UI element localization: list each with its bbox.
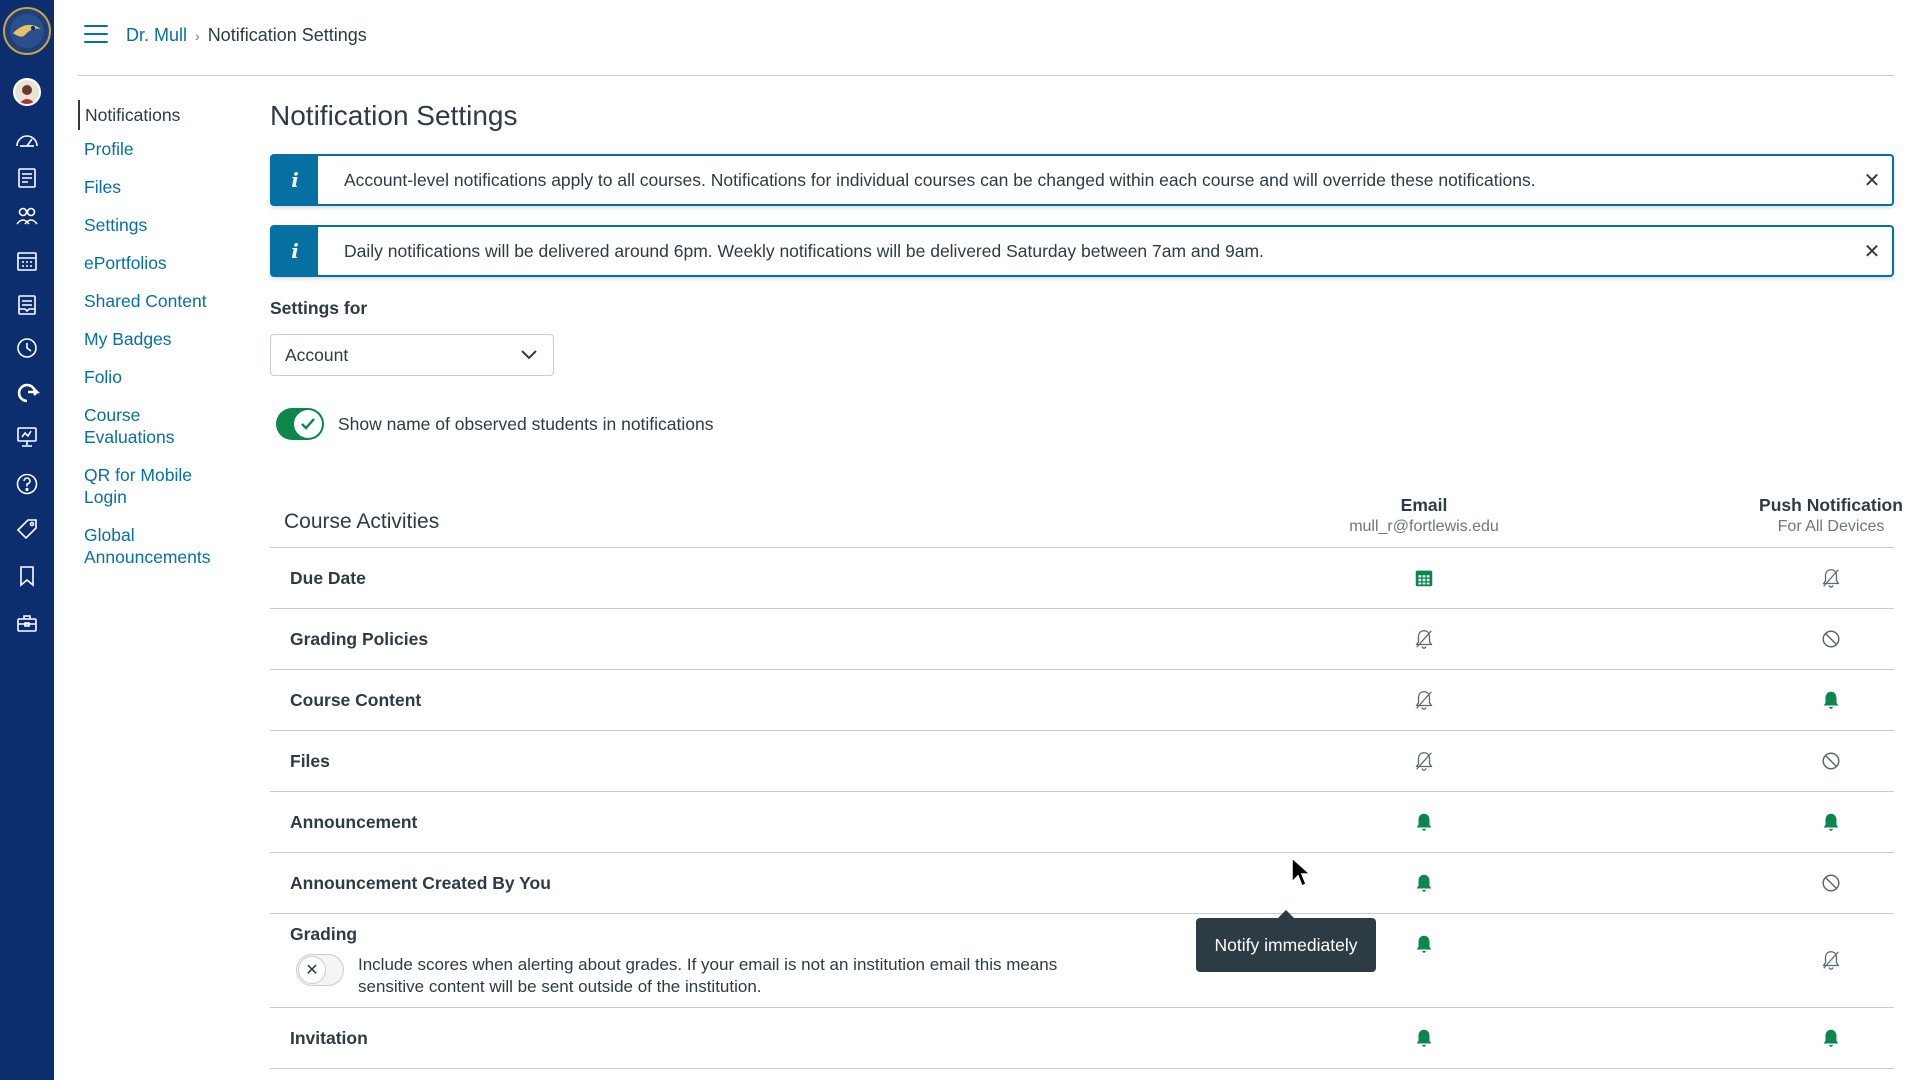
account-avatar[interactable] bbox=[13, 78, 41, 106]
tooltip bbox=[1196, 918, 1376, 972]
table-row bbox=[270, 548, 1894, 609]
email-bell-off-icon[interactable] bbox=[1412, 749, 1436, 773]
push-blocked-icon[interactable] bbox=[1819, 627, 1843, 651]
nav-global-announcements[interactable]: Global Announcements bbox=[84, 525, 211, 567]
row-label: Files bbox=[290, 751, 330, 771]
notification-table bbox=[270, 492, 1903, 1069]
row-label: Invitation bbox=[290, 1028, 368, 1048]
email-bell-icon[interactable] bbox=[1412, 871, 1436, 895]
global-nav-rail bbox=[0, 0, 54, 1080]
nav-profile[interactable]: Profile bbox=[84, 139, 134, 159]
checkmark-icon bbox=[294, 410, 322, 438]
email-column-header bbox=[1284, 494, 1564, 538]
settings-for-select[interactable] bbox=[270, 334, 554, 376]
observed-students-label: Show name of observed students in notifications bbox=[338, 413, 714, 434]
email-bell-off-icon[interactable] bbox=[1412, 627, 1436, 651]
settings-for-value: Account bbox=[285, 344, 349, 365]
bookmark-icon[interactable] bbox=[12, 561, 42, 591]
tooltip-text: Notify immediately bbox=[1214, 934, 1358, 955]
email-bell-icon[interactable] bbox=[1412, 810, 1436, 834]
push-bell-icon[interactable] bbox=[1819, 688, 1843, 712]
commons-icon[interactable] bbox=[12, 378, 42, 408]
row-label: Course Content bbox=[290, 690, 422, 710]
alert-text: Account-level notifications apply to all courses. Notifications for individual courses can be changed within each course and will override these notifications. bbox=[344, 169, 1536, 190]
history-icon[interactable] bbox=[12, 333, 42, 363]
close-icon: ✕ bbox=[298, 956, 326, 984]
info-icon: i bbox=[272, 227, 318, 275]
include-scores-toggle[interactable] bbox=[296, 954, 344, 986]
email-address: mull_r@fortlewis.edu bbox=[1349, 518, 1499, 535]
email-calendar-icon[interactable] bbox=[1412, 566, 1436, 590]
table-row bbox=[270, 792, 1894, 853]
nav-qr-mobile-login[interactable]: QR for Mobile Login bbox=[84, 465, 192, 507]
nav-shared-content[interactable]: Shared Content bbox=[84, 291, 207, 311]
dashboard-icon[interactable] bbox=[12, 126, 42, 156]
push-subheader: For All Devices bbox=[1777, 518, 1885, 535]
alert-text: Daily notifications will be delivered around 6pm. Weekly notifications will be delivered Saturday between 7am and 9am. bbox=[344, 240, 1264, 261]
close-icon[interactable]: ✕ bbox=[1863, 169, 1881, 192]
account-nav bbox=[78, 100, 238, 584]
push-blocked-icon[interactable] bbox=[1819, 749, 1843, 773]
row-label: Due Date bbox=[290, 568, 366, 588]
nav-settings[interactable]: Settings bbox=[84, 215, 148, 235]
breadcrumb-separator-icon: › bbox=[195, 27, 200, 44]
push-column-header bbox=[1691, 494, 1920, 538]
nav-course-evaluations[interactable]: Course Evaluations bbox=[84, 405, 175, 447]
table-row bbox=[270, 1008, 1894, 1069]
calendar-icon[interactable] bbox=[12, 246, 42, 276]
email-bell-icon[interactable] bbox=[1412, 1026, 1436, 1050]
nav-folio[interactable]: Folio bbox=[84, 367, 122, 387]
groups-icon[interactable] bbox=[12, 201, 42, 231]
table-row bbox=[270, 670, 1894, 731]
row-label: Announcement bbox=[290, 812, 418, 832]
info-alert-delivery-times bbox=[270, 225, 1894, 277]
table-row bbox=[270, 609, 1894, 670]
table-header bbox=[270, 492, 1903, 548]
mouse-cursor-icon bbox=[1290, 856, 1312, 888]
close-icon[interactable]: ✕ bbox=[1863, 240, 1881, 263]
push-bell-icon[interactable] bbox=[1819, 1026, 1843, 1050]
studio-icon[interactable] bbox=[12, 422, 42, 452]
breadcrumb-current: Notification Settings bbox=[207, 25, 367, 45]
info-alert-account-level bbox=[270, 154, 1894, 206]
table-row bbox=[270, 914, 1894, 1008]
push-bell-off-icon[interactable] bbox=[1819, 566, 1843, 590]
settings-for-label: Settings for bbox=[270, 298, 368, 318]
help-icon[interactable] bbox=[12, 469, 42, 499]
row-label: Grading bbox=[290, 924, 358, 944]
breadcrumb bbox=[126, 25, 367, 46]
toolbox-icon[interactable] bbox=[12, 608, 42, 638]
table-row bbox=[270, 731, 1894, 792]
category-heading: Course Activities bbox=[284, 510, 440, 533]
push-bell-off-icon[interactable] bbox=[1819, 948, 1843, 972]
push-bell-icon[interactable] bbox=[1819, 810, 1843, 834]
institution-logo[interactable] bbox=[2, 2, 52, 60]
observed-students-toggle[interactable] bbox=[276, 408, 324, 440]
include-scores-label: Include scores when alerting about grades. If your email is not an institution email this means sensitive content will be sent outside of the institution. bbox=[358, 955, 1058, 996]
inbox-icon[interactable] bbox=[12, 290, 42, 320]
email-header: Email bbox=[1400, 495, 1448, 515]
nav-notifications[interactable]: Notifications bbox=[78, 100, 238, 130]
hawk-logo-icon bbox=[3, 7, 51, 55]
nav-files[interactable]: Files bbox=[84, 177, 121, 197]
menu-toggle-icon[interactable] bbox=[84, 25, 108, 45]
nav-my-badges[interactable]: My Badges bbox=[84, 329, 172, 349]
page-header bbox=[78, 0, 1894, 76]
table-row bbox=[270, 853, 1894, 914]
push-blocked-icon[interactable] bbox=[1819, 871, 1843, 895]
courses-icon[interactable] bbox=[12, 163, 42, 193]
row-label: Grading Policies bbox=[290, 629, 429, 649]
chevron-down-icon bbox=[519, 347, 539, 368]
observed-students-toggle-row bbox=[276, 408, 714, 440]
page-title: Notification Settings bbox=[270, 100, 518, 131]
email-bell-off-icon[interactable] bbox=[1412, 688, 1436, 712]
tags-icon[interactable] bbox=[12, 514, 42, 544]
row-label: Announcement Created By You bbox=[290, 873, 551, 893]
breadcrumb-root-link[interactable]: Dr. Mull bbox=[126, 25, 188, 45]
push-header: Push Notification bbox=[1759, 495, 1903, 515]
nav-eportfolios[interactable]: ePortfolios bbox=[84, 253, 167, 273]
include-scores-row bbox=[296, 954, 1058, 998]
email-bell-icon[interactable] bbox=[1412, 932, 1436, 956]
info-icon: i bbox=[272, 156, 318, 204]
